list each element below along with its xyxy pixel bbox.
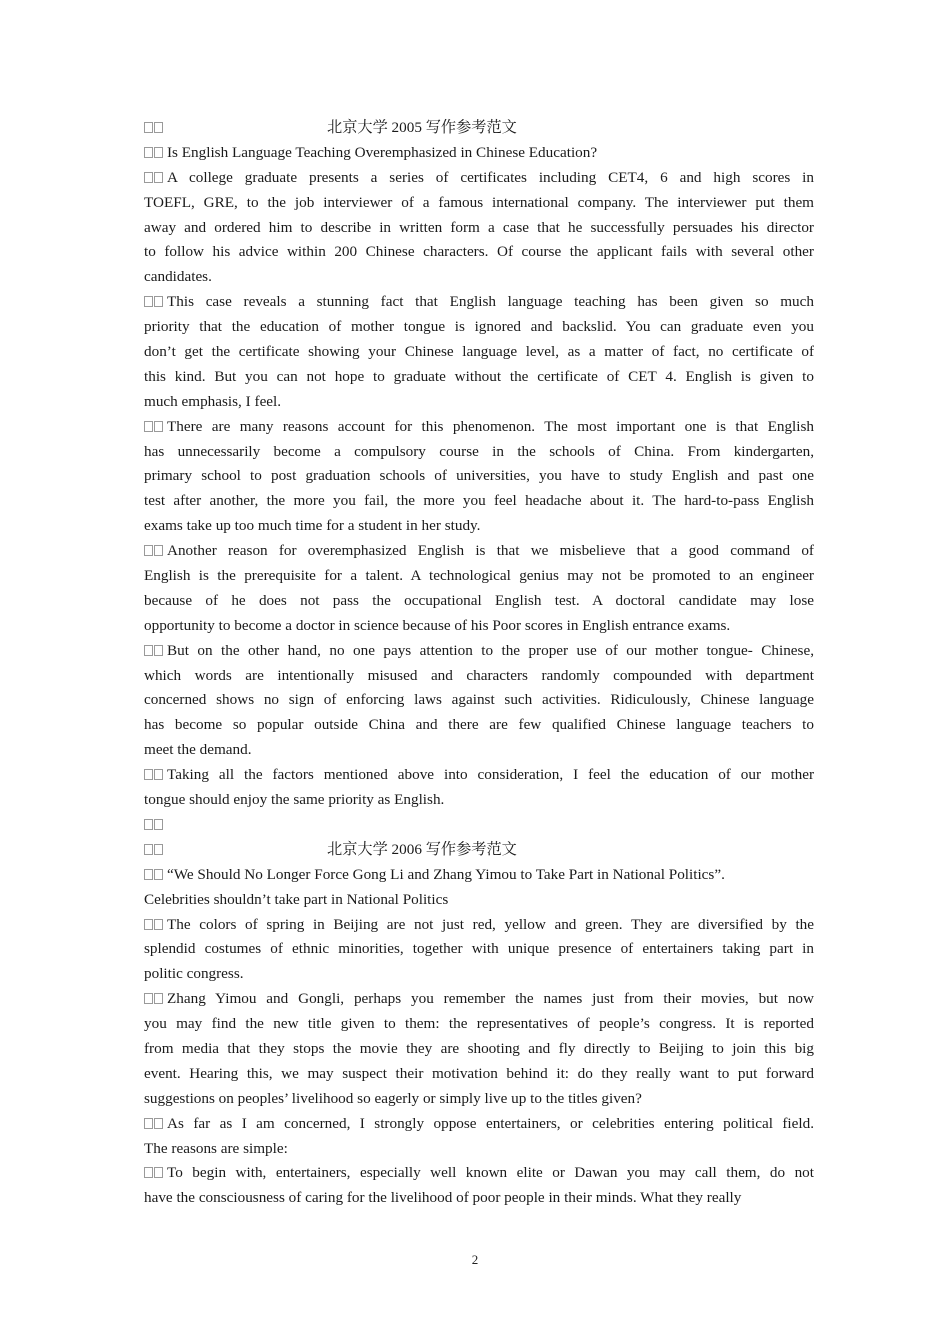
- paragraph-line: [144, 315, 814, 340]
- paragraph-line: [144, 614, 814, 639]
- paragraph-line: [144, 265, 814, 290]
- placeholder-box: [144, 844, 153, 855]
- paragraph-text: TOEFL, GRE, to the job interviewer of a famous international company. The interviewer put them: [144, 193, 814, 211]
- paragraph-line: [144, 937, 814, 962]
- placeholder-box: [154, 545, 163, 556]
- paragraph-line: [144, 1112, 814, 1137]
- paragraph-text: There are many reasons account for this phenomenon. The most important one is that English: [167, 417, 814, 435]
- paragraph-text: exams take up too much time for a student in her study.: [144, 517, 481, 535]
- paragraph-text: splendid costumes of ethnic minorities, together with unique presence of entertainers taking part in: [144, 940, 814, 958]
- placeholder-glyph-marker: [144, 763, 164, 788]
- page-content: [144, 116, 814, 1211]
- paragraph-text: from media that they stops the movie they are shooting and fly directly to Beijing to join this big: [144, 1039, 814, 1057]
- paragraph-text: test after another, the more you fail, the more you feel headache about it. The hard-to-pass English: [144, 492, 814, 510]
- paragraph-text: candidates.: [144, 268, 212, 286]
- paragraph-text: to follow his advice within 200 Chinese characters. Of course the applicant fails with several other: [144, 243, 814, 261]
- paragraph-line: [144, 440, 814, 465]
- paragraph-text: this kind. But you can not hope to graduate without the certificate of CET 4. English is given to: [144, 367, 814, 385]
- placeholder-box: [144, 122, 153, 133]
- paragraph-text: you may find the new title given to them: the representatives of people’s congress. It is reported: [144, 1015, 814, 1033]
- essay-title-text: “We Should No Longer Force Gong Li and Zhang Yimou to Take Part in National Politics”.: [167, 865, 725, 883]
- paragraph-text: A college graduate presents a series of certificates including CET4, 6 and high scores in: [167, 168, 814, 186]
- placeholder-box: [144, 993, 153, 1004]
- placeholder-glyph-marker: [144, 116, 164, 141]
- paragraph-text: event. Hearing this, we may suspect their motivation behind it: do they really want to put forward: [144, 1064, 814, 1082]
- paragraph-line: [144, 464, 814, 489]
- placeholder-box: [144, 645, 153, 656]
- placeholder-box: [154, 1118, 163, 1129]
- paragraph-text: Another reason for overemphasized English is that we misbelieve that a good command of: [167, 542, 814, 560]
- placeholder-box: [144, 296, 153, 307]
- placeholder-box: [144, 869, 153, 880]
- paragraph-line: [144, 1037, 814, 1062]
- paragraph-line: [144, 1161, 814, 1186]
- paragraph-line: [144, 216, 814, 241]
- placeholder-box: [154, 819, 163, 830]
- paragraph-text: politic congress.: [144, 965, 244, 983]
- paragraph-text: suggestions on peoples’ livelihood so eagerly or simply live up to the titles given?: [144, 1089, 642, 1107]
- placeholder-glyph-marker: [144, 1161, 164, 1186]
- paragraph-text: away and ordered him to describe in written form a case that he successfully persuades his director: [144, 218, 814, 236]
- paragraph-line: [144, 489, 814, 514]
- section-heading: [144, 838, 814, 863]
- paragraph-line: [144, 589, 814, 614]
- placeholder-box: [154, 993, 163, 1004]
- paragraph-line: [144, 713, 814, 738]
- essay-title: [144, 141, 814, 166]
- paragraph-text: primary school to post graduation schools of universities, you have to study English and past one: [144, 467, 814, 485]
- paragraph-line: [144, 913, 814, 938]
- paragraph-line: [144, 962, 814, 987]
- paragraph-text: Zhang Yimou and Gongli, perhaps you remember the names just from their movies, but now: [167, 990, 814, 1008]
- paragraph-line: [144, 340, 814, 365]
- placeholder-glyph-marker: [144, 141, 164, 166]
- placeholder-glyph-marker: [144, 290, 164, 315]
- paragraph-text: has become so popular outside China and there are few qualified Chinese language teachers to: [144, 716, 814, 734]
- essay-title-text: Is English Language Teaching Overemphasized in Chinese Education?: [167, 143, 598, 161]
- paragraph-line: [144, 514, 814, 539]
- paragraph-line: [144, 290, 814, 315]
- placeholder-box: [144, 147, 153, 158]
- paragraph-line: [144, 365, 814, 390]
- paragraph-text: which words are intentionally misused and characters randomly compounded with department: [144, 666, 814, 684]
- paragraph-line: [144, 564, 814, 589]
- placeholder-box: [154, 296, 163, 307]
- section-heading-text: 北京大学 2006 写作参考范文: [327, 840, 517, 858]
- placeholder-box: [154, 844, 163, 855]
- placeholder-box: [154, 869, 163, 880]
- placeholder-box: [154, 919, 163, 930]
- paragraph-text: meet the demand.: [144, 741, 252, 759]
- paragraph-text: opportunity to become a doctor in science because of his Poor scores in English entrance exams.: [144, 616, 731, 634]
- paragraph-line: [144, 987, 814, 1012]
- placeholder-box: [154, 769, 163, 780]
- paragraph-line: [144, 390, 814, 415]
- paragraph-line: [144, 191, 814, 216]
- paragraph-text: But on the other hand, no one pays attention to the proper use of our mother tongue- Chinese,: [167, 641, 814, 659]
- paragraph-line: [144, 763, 814, 788]
- placeholder-glyph-marker: [144, 539, 164, 564]
- placeholder-glyph-marker: [144, 166, 164, 191]
- paragraph-text: English is the prerequisite for a talent. A technological genius may not be promoted to an engineer: [144, 567, 814, 585]
- placeholder-box: [144, 1167, 153, 1178]
- paragraph-line: [144, 415, 814, 440]
- essay-title: [144, 863, 814, 888]
- placeholder-glyph-marker: [144, 863, 164, 888]
- placeholder-glyph-marker: [144, 813, 164, 838]
- paragraph-line: [144, 738, 814, 763]
- paragraph-line: [144, 166, 814, 191]
- placeholder-glyph-marker: [144, 1112, 164, 1137]
- paragraph-text: Taking all the factors mentioned above into consideration, I feel the education of our mother: [167, 766, 814, 784]
- placeholder-box: [144, 545, 153, 556]
- placeholder-box: [144, 919, 153, 930]
- paragraph-line: [144, 664, 814, 689]
- placeholder-box: [154, 1167, 163, 1178]
- paragraph-text: has unnecessarily become a compulsory course in the schools of China. From kindergarten,: [144, 442, 814, 460]
- paragraph-line: [144, 788, 814, 813]
- placeholder-glyph-marker: [144, 838, 164, 863]
- placeholder-glyph-marker: [144, 987, 164, 1012]
- placeholder-box: [144, 819, 153, 830]
- placeholder-box: [154, 122, 163, 133]
- paragraph-line: [144, 1012, 814, 1037]
- placeholder-box: [154, 645, 163, 656]
- paragraph-line: [144, 1062, 814, 1087]
- paragraph-text: To begin with, entertainers, especially well known elite or Dawan you may call them, do not: [167, 1164, 814, 1182]
- placeholder-box: [144, 1118, 153, 1129]
- paragraph-line: [144, 1087, 814, 1112]
- essay-title-text: Celebrities shouldn’t take part in National Politics: [144, 890, 449, 908]
- placeholder-glyph-marker: [144, 913, 164, 938]
- placeholder-box: [144, 769, 153, 780]
- paragraph-line: [144, 688, 814, 713]
- paragraph-line: [144, 1137, 814, 1162]
- page-number: 2: [471, 1252, 479, 1267]
- paragraph-text: concerned shows no sign of enforcing laws against such activities. Ridiculously, Chinese language: [144, 691, 814, 709]
- paragraph-text: don’t get the certificate showing your Chinese language level, as a matter of fact, no certificate of: [144, 343, 814, 361]
- placeholder-box: [154, 147, 163, 158]
- placeholder-box: [144, 421, 153, 432]
- paragraph-line: [144, 240, 814, 265]
- essay-title: [144, 888, 814, 913]
- blank-marker-line: [144, 813, 814, 838]
- paragraph-text: have the consciousness of caring for the livelihood of poor people in their minds. What they really: [144, 1189, 742, 1207]
- placeholder-glyph-marker: [144, 639, 164, 664]
- placeholder-box: [144, 172, 153, 183]
- paragraph-line: [144, 1186, 814, 1211]
- paragraph-line: [144, 639, 814, 664]
- paragraph-text: because of he does not pass the occupational English test. A doctoral candidate may lose: [144, 591, 814, 609]
- paragraph-text: tongue should enjoy the same priority as English.: [144, 791, 445, 809]
- paragraph-text: priority that the education of mother tongue is ignored and backslid. You can graduate even you: [144, 318, 814, 336]
- placeholder-glyph-marker: [144, 415, 164, 440]
- placeholder-box: [154, 172, 163, 183]
- paragraph-text: The colors of spring in Beijing are not just red, yellow and green. They are diversified by the: [167, 915, 814, 933]
- paragraph-text: As far as I am concerned, I strongly oppose entertainers, or celebrities entering political field.: [167, 1114, 814, 1132]
- paragraph-line: [144, 539, 814, 564]
- placeholder-box: [154, 421, 163, 432]
- paragraph-text: much emphasis, I feel.: [144, 392, 282, 410]
- paragraph-text: This case reveals a stunning fact that English language teaching has been given so much: [167, 293, 814, 311]
- section-heading-text: 北京大学 2005 写作参考范文: [327, 119, 517, 136]
- paragraph-text: The reasons are simple:: [144, 1139, 288, 1157]
- section-heading: [144, 116, 814, 141]
